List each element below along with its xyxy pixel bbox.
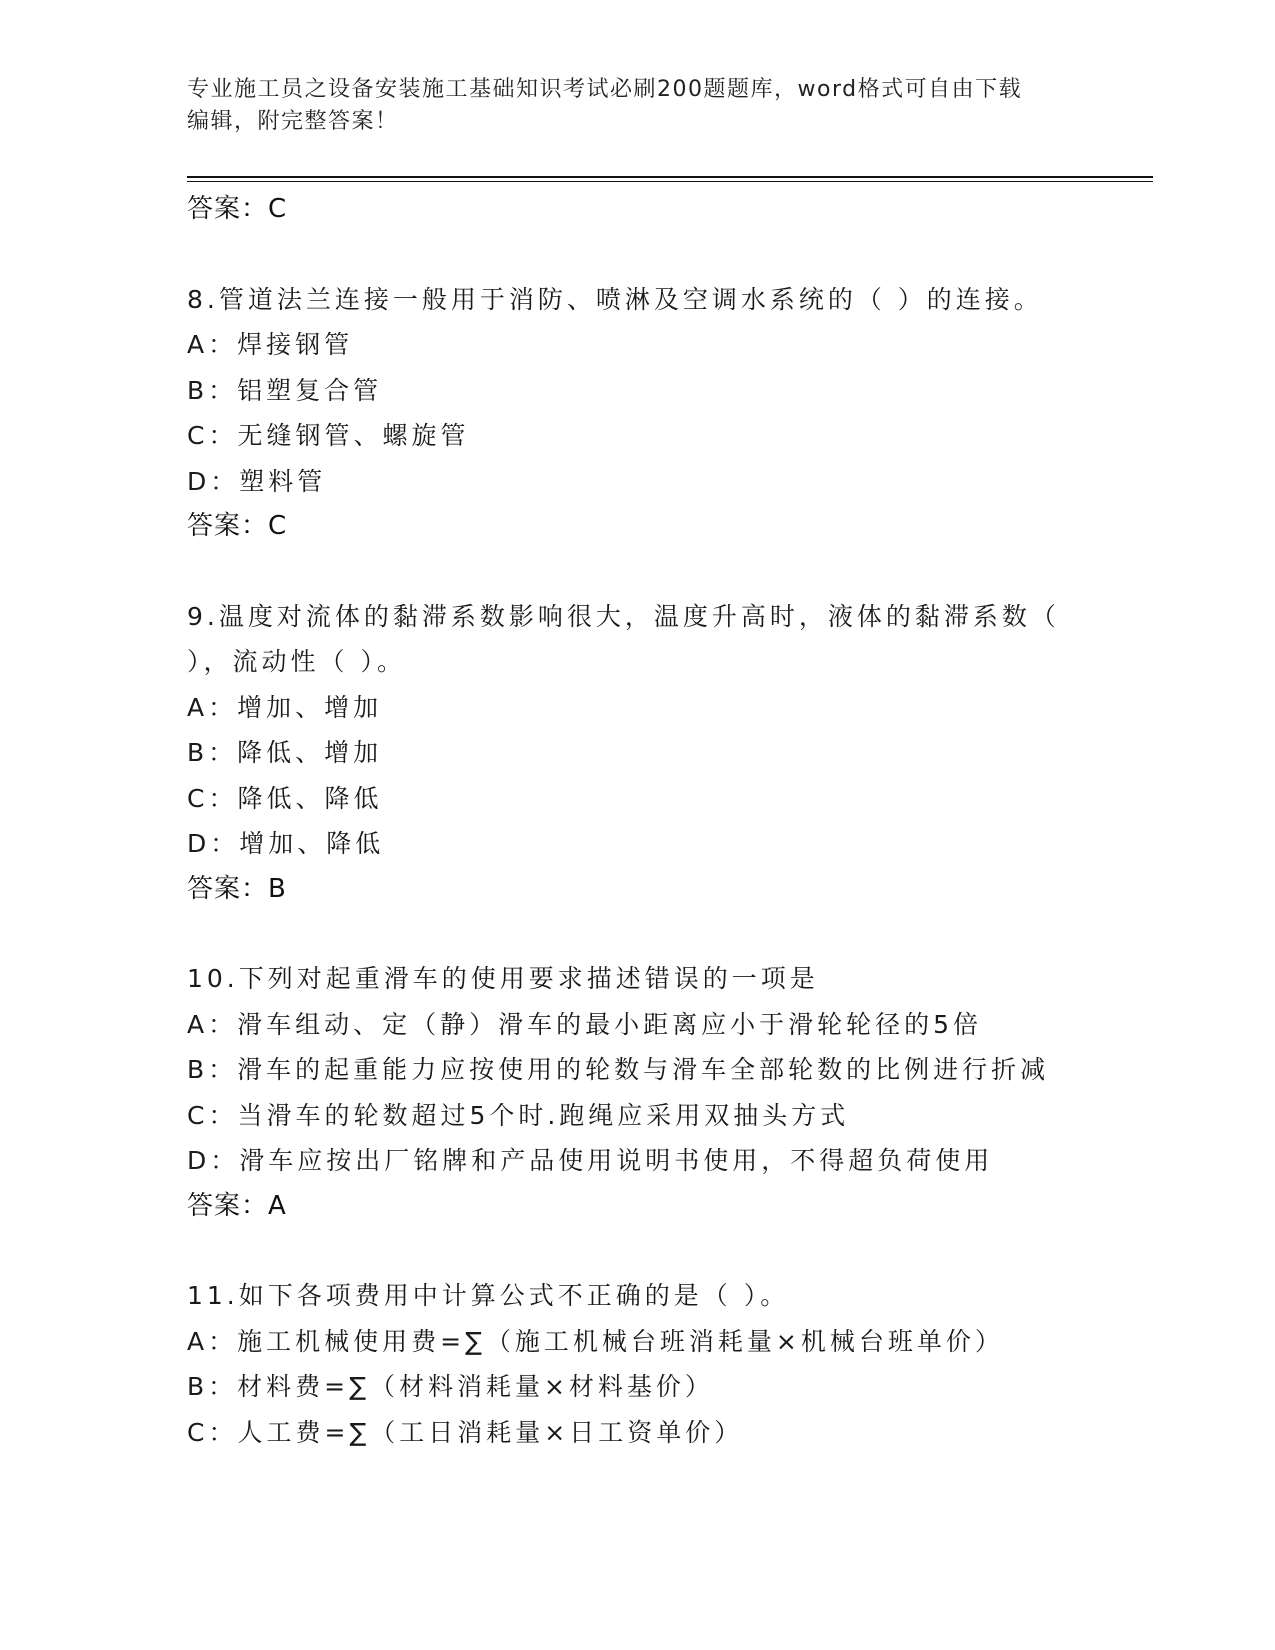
question-stem: 10.下列对起重滑车的使用要求描述错误的一项是 [187,964,819,993]
question-item [187,277,1153,550]
option-a: A：焊接钢管 [187,330,354,359]
option-a: A：增加、增加 [187,692,383,722]
spacer [187,1229,1153,1273]
option-b: B：滑车的起重能力应按使用的轮数与滑车全部轮数的比例进行折减 [187,1055,1050,1084]
header-line-2: 编辑，附完整答案！ [187,109,399,134]
option-c: C：降低、降低 [187,783,383,813]
option-b: B：铝塑复合管 [187,375,383,405]
document-header [187,74,1067,138]
answer-label: 答案：C [187,511,288,541]
question-list [187,187,1153,1455]
question-item [187,956,1153,1229]
header-divider-thick [187,176,1153,178]
previous-answer: 答案：C [187,194,288,224]
option-d: D：增加、降低 [187,829,385,858]
header-divider-thin [187,181,1153,182]
question-stem: 9.温度对流体的黏滞系数影响很大，温度升高时，液体的黏滞系数（ [187,601,1060,631]
option-c: C：人工费=∑（工日消耗量×日工资单价） [187,1417,744,1447]
question-stem-continued: ），流动性（ ）。 [187,647,406,676]
spacer [187,550,1153,594]
question-stem: 8.管道法兰连接一般用于消防、喷淋及空调水系统的（ ）的连接。 [187,284,1043,314]
header-line-1: 专业施工员之设备安装施工基础知识考试必刷200题题库，word格式可自由下载 [187,77,1023,102]
answer-label: 答案：B [187,873,287,904]
question-item [187,594,1153,913]
spacer [187,233,1153,277]
option-a: A：滑车组动、定（静）滑车的最小距离应小于滑轮轮径的5倍 [187,1009,983,1039]
option-c: C：当滑车的轮数超过5个时.跑绳应采用双抽头方式 [187,1100,850,1130]
option-b: B：降低、增加 [187,738,383,767]
option-c: C：无缝钢管、螺旋管 [187,421,470,450]
question-item [187,1273,1153,1455]
option-d: D：塑料管 [187,466,327,496]
option-a: A：施工机械使用费=∑（施工机械台班消耗量×机械台班单价） [187,1326,1004,1356]
answer-label: 答案：A [187,1190,287,1221]
option-b: B：材料费=∑（材料消耗量×材料基价） [187,1372,714,1401]
question-stem: 11.如下各项费用中计算公式不正确的是（ ）。 [187,1281,790,1310]
option-d: D：滑车应按出厂铭牌和产品使用说明书使用，不得超负荷使用 [187,1146,994,1175]
spacer [187,912,1153,956]
